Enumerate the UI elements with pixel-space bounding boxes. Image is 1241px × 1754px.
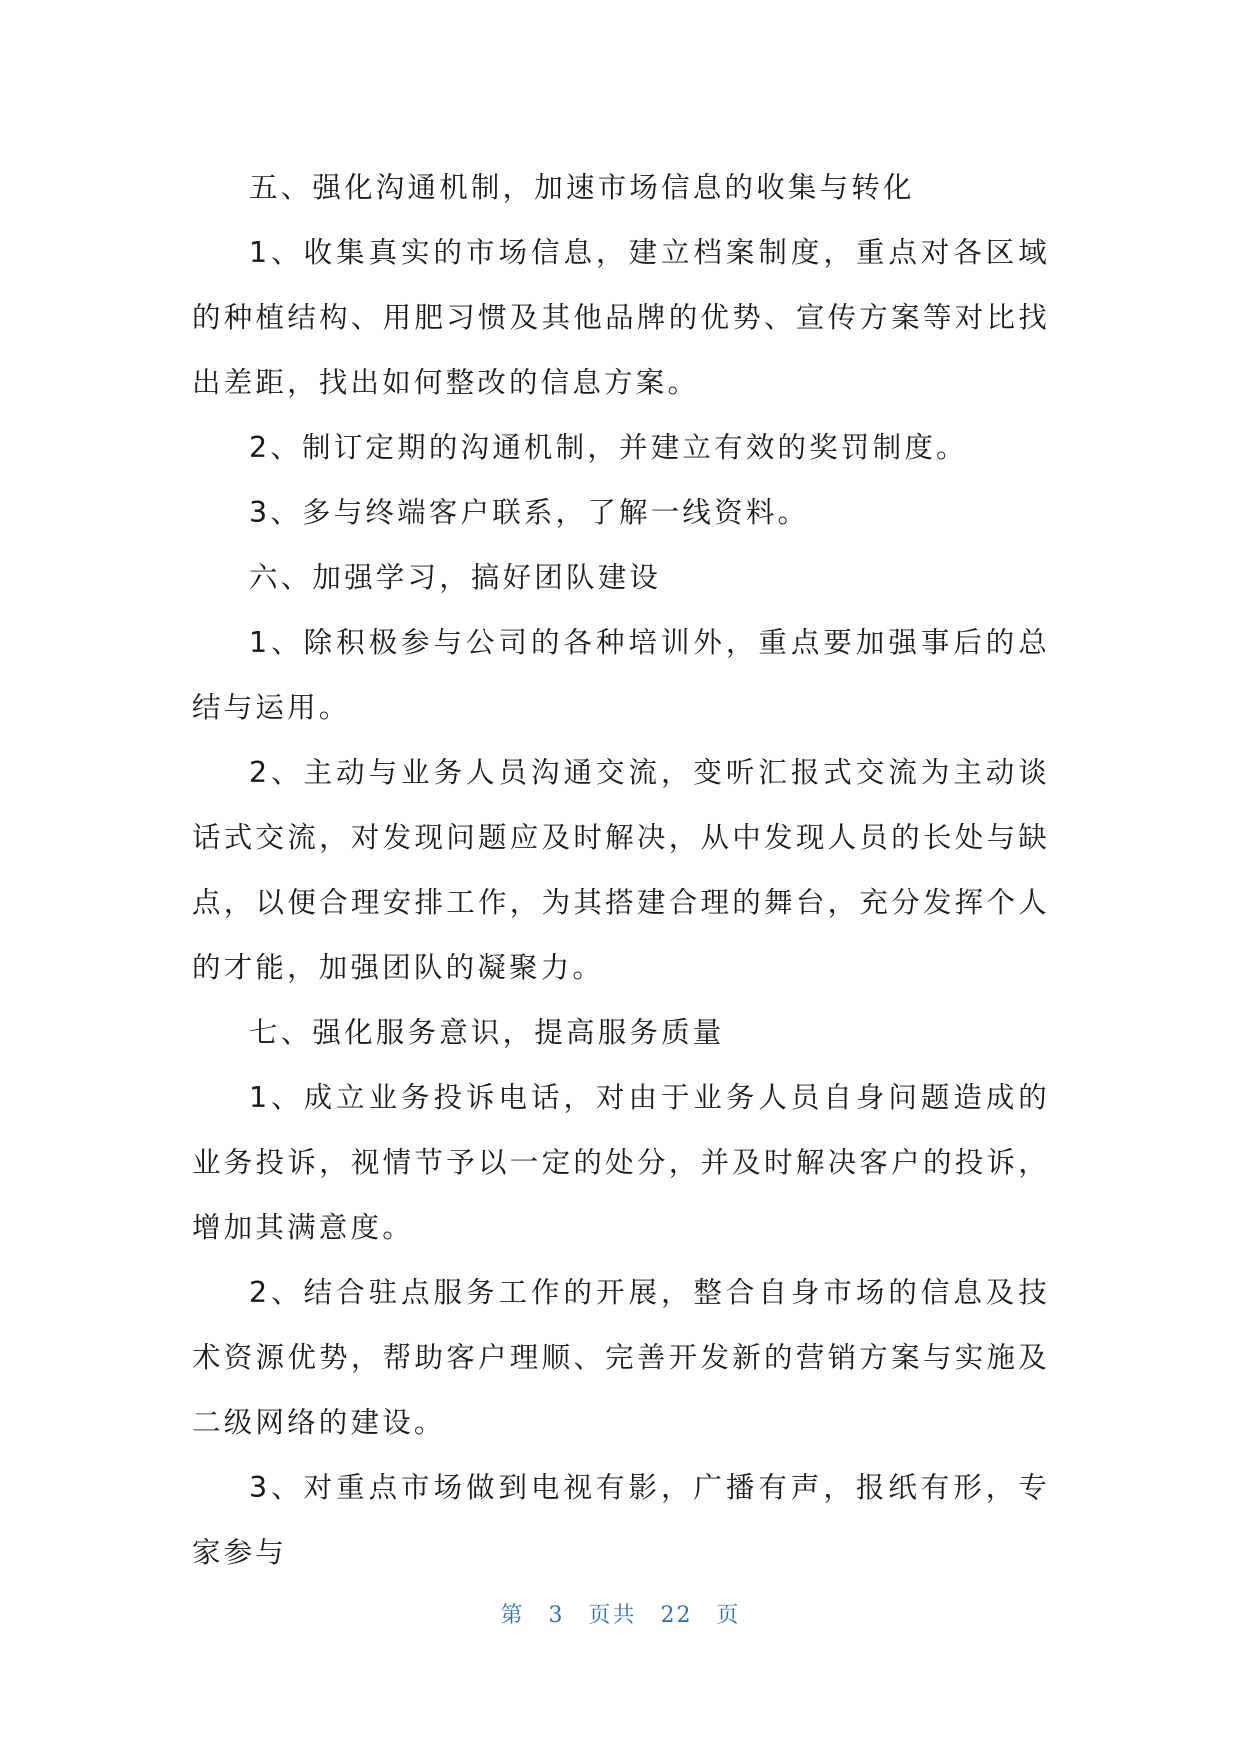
paragraph: 1、成立业务投诉电话，对由于业务人员自身问题造成的业务投诉，视情节予以一定的处分，并及时解决客户的投诉，增加其满意度。 [192,1081,1050,1244]
footer-suffix: 页 [716,1603,741,1628]
paragraph: 3、对重点市场做到电视有影，广播有声，报纸有形，专家参与 [192,1471,1050,1569]
section-heading-6: 六、加强学习，搞好团队建设 [249,561,662,594]
footer-total-pages: 22 [660,1603,693,1628]
footer-middle: 页共 [588,1603,637,1628]
footer-prefix: 第 [500,1603,525,1628]
paragraph: 2、主动与业务人员沟通交流，变听汇报式交流为主动谈话式交流，对发现问题应及时解决，从中发现人员的长处与缺点，以便合理安排工作，为其搭建合理的舞台，充分发挥个人的才能，加强团队的凝聚力。 [192,756,1050,984]
section-heading-5: 五、强化沟通机制，加速市场信息的收集与转化 [249,171,915,204]
paragraph: 2、结合驻点服务工作的开展，整合自身市场的信息及技术资源优势，帮助客户理顺、完善开发新的营销方案与实施及二级网络的建设。 [192,1276,1050,1439]
paragraph: 2、制订定期的沟通机制，并建立有效的奖罚制度。 [249,431,968,464]
paragraph: 3、多与终端客户联系，了解一线资料。 [249,496,810,529]
paragraph: 1、除积极参与公司的各种培训外，重点要加强事后的总结与运用。 [192,626,1050,724]
document-body [192,155,1050,1585]
paragraph: 1、收集真实的市场信息，建立档案制度，重点对各区域的种植结构、用肥习惯及其他品牌的优势、宣传方案等对比找出差距，找出如何整改的信息方案。 [192,236,1050,399]
section-heading-7: 七、强化服务意识，提高服务质量 [249,1016,725,1049]
footer-current-page: 3 [548,1603,565,1628]
page-footer [0,1598,1241,1629]
